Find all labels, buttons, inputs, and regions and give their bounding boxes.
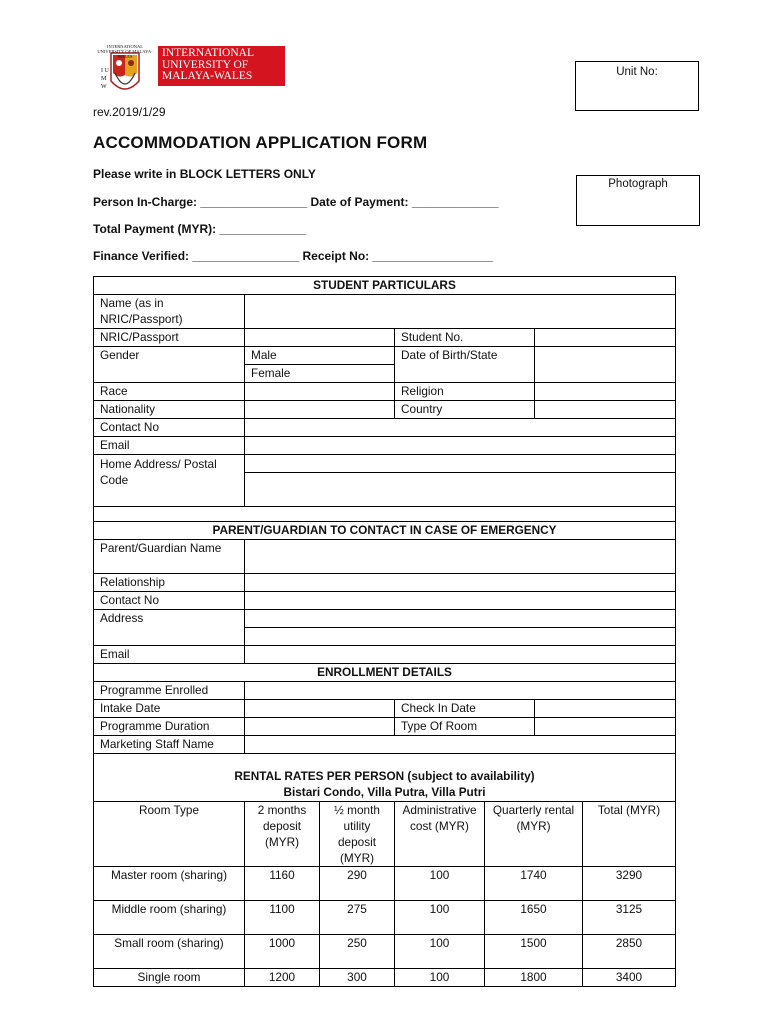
table-row xyxy=(94,901,676,935)
unit-no-box[interactable] xyxy=(575,61,699,111)
programme-label: Programme Enrolled xyxy=(94,682,245,700)
quarterly-cell: 1500 xyxy=(485,935,583,969)
total-cell: 3125 xyxy=(583,901,676,935)
nric-field[interactable] xyxy=(245,329,395,347)
email-label: Email xyxy=(94,437,245,455)
rates-heading: RENTAL RATES PER PERSON (subject to availability) xyxy=(94,754,676,785)
col-room-type: Room Type xyxy=(94,802,245,867)
logo-wordmark xyxy=(158,46,285,86)
utility-cell: 300 xyxy=(320,969,395,987)
marketing-label: Marketing Staff Name xyxy=(94,736,245,754)
relationship-field[interactable] xyxy=(245,574,676,592)
guardian-email-label: Email xyxy=(94,646,245,664)
marketing-field[interactable] xyxy=(245,736,676,754)
room-type-label: Type Of Room xyxy=(395,718,535,736)
gender-label: Gender xyxy=(94,347,245,383)
col-admin: Administrative cost (MYR) xyxy=(395,802,485,867)
col-deposit: 2 months deposit (MYR) xyxy=(245,802,320,867)
table-row xyxy=(94,935,676,969)
quarterly-cell: 1800 xyxy=(485,969,583,987)
nationality-label: Nationality xyxy=(94,401,245,419)
admin-cell: 100 xyxy=(395,867,485,901)
deposit-cell: 1160 xyxy=(245,867,320,901)
programme-field[interactable] xyxy=(245,682,676,700)
contact-field[interactable] xyxy=(245,419,676,437)
guardian-address-field-2[interactable] xyxy=(245,628,676,646)
room-type-cell: Small room (sharing) xyxy=(94,935,245,969)
deposit-cell: 1200 xyxy=(245,969,320,987)
nationality-field[interactable] xyxy=(245,401,395,419)
enrollment-heading: ENROLLMENT DETAILS xyxy=(94,664,676,682)
dob-label: Date of Birth/State xyxy=(395,347,535,383)
total-cell: 2850 xyxy=(583,935,676,969)
religion-label: Religion xyxy=(395,383,535,401)
student-no-label: Student No. xyxy=(395,329,535,347)
race-field[interactable] xyxy=(245,383,395,401)
table-row xyxy=(94,867,676,901)
student-particulars-heading: STUDENT PARTICULARS xyxy=(94,277,676,295)
spacer-row xyxy=(94,507,676,522)
country-label: Country xyxy=(395,401,535,419)
intake-label: Intake Date xyxy=(94,700,245,718)
email-field[interactable] xyxy=(245,437,676,455)
nric-label: NRIC/Passport xyxy=(94,329,245,347)
duration-label: Programme Duration xyxy=(94,718,245,736)
application-form-table xyxy=(93,276,676,987)
duration-field[interactable] xyxy=(245,718,395,736)
room-type-cell: Single room xyxy=(94,969,245,987)
unit-no-label: Unit No: xyxy=(616,66,658,78)
utility-cell: 290 xyxy=(320,867,395,901)
race-label: Race xyxy=(94,383,245,401)
room-type-field[interactable] xyxy=(535,718,676,736)
student-no-field[interactable] xyxy=(535,329,676,347)
guardian-contact-label: Contact No xyxy=(94,592,245,610)
admin-cell: 100 xyxy=(395,901,485,935)
name-field[interactable] xyxy=(245,295,676,329)
dob-field[interactable] xyxy=(535,347,676,383)
revision-label: rev.2019/1/29 xyxy=(93,105,166,119)
table-row xyxy=(94,969,676,987)
person-in-charge-line[interactable]: Person In-Charge: ________________ Date of Payment: _____________ xyxy=(93,195,499,209)
relationship-label: Relationship xyxy=(94,574,245,592)
university-logo xyxy=(93,43,285,103)
photograph-box[interactable] xyxy=(576,175,700,226)
logo-line-1: INTERNATIONAL xyxy=(162,47,254,59)
logo-letters: I U M W xyxy=(101,68,109,90)
admin-cell: 100 xyxy=(395,969,485,987)
instructions: Please write in BLOCK LETTERS ONLY xyxy=(93,167,316,181)
checkin-label: Check In Date xyxy=(395,700,535,718)
utility-cell: 250 xyxy=(320,935,395,969)
quarterly-cell: 1740 xyxy=(485,867,583,901)
deposit-cell: 1100 xyxy=(245,901,320,935)
intake-field[interactable] xyxy=(245,700,395,718)
logo-small-text: INTERNATIONAL UNIVERSITY OF MALAYA-WALES xyxy=(97,44,153,59)
country-field[interactable] xyxy=(535,401,676,419)
finance-verified-line[interactable]: Finance Verified: ________________ Receipt No: __________________ xyxy=(93,249,493,263)
room-type-cell: Middle room (sharing) xyxy=(94,901,245,935)
total-payment-line[interactable]: Total Payment (MYR): _____________ xyxy=(93,222,307,236)
col-total: Total (MYR) xyxy=(583,802,676,867)
deposit-cell: 1000 xyxy=(245,935,320,969)
gender-male-option[interactable]: Male xyxy=(245,347,395,365)
contact-label: Contact No xyxy=(94,419,245,437)
col-quarterly: Quarterly rental (MYR) xyxy=(485,802,583,867)
total-cell: 3400 xyxy=(583,969,676,987)
checkin-field[interactable] xyxy=(535,700,676,718)
col-utility: ½ month utility deposit (MYR) xyxy=(320,802,395,867)
admin-cell: 100 xyxy=(395,935,485,969)
total-cell: 3290 xyxy=(583,867,676,901)
quarterly-cell: 1650 xyxy=(485,901,583,935)
room-type-cell: Master room (sharing) xyxy=(94,867,245,901)
utility-cell: 275 xyxy=(320,901,395,935)
guardian-email-field[interactable] xyxy=(245,646,676,664)
home-address-field-1[interactable] xyxy=(245,455,676,473)
gender-female-option[interactable]: Female xyxy=(245,365,395,383)
religion-field[interactable] xyxy=(535,383,676,401)
photograph-label: Photograph xyxy=(608,178,668,190)
rates-location: Bistari Condo, Villa Putra, Villa Putri xyxy=(94,784,676,802)
page-title: ACCOMMODATION APPLICATION FORM xyxy=(93,133,428,152)
guardian-heading: PARENT/GUARDIAN TO CONTACT IN CASE OF EMERGENCY xyxy=(94,522,676,540)
guardian-address-label: Address xyxy=(94,610,245,646)
guardian-address-field-1[interactable] xyxy=(245,610,676,628)
guardian-name-field[interactable] xyxy=(245,540,676,574)
name-label: Name (as in NRIC/Passport) xyxy=(94,295,245,329)
home-address-field-2[interactable] xyxy=(245,473,676,507)
guardian-contact-field[interactable] xyxy=(245,592,676,610)
logo-line-3: MALAYA-WALES xyxy=(162,70,253,82)
guardian-name-label: Parent/Guardian Name xyxy=(94,540,245,574)
home-address-label: Home Address/ Postal Code xyxy=(94,455,245,507)
logo-line-2: UNIVERSITY OF xyxy=(162,58,249,71)
